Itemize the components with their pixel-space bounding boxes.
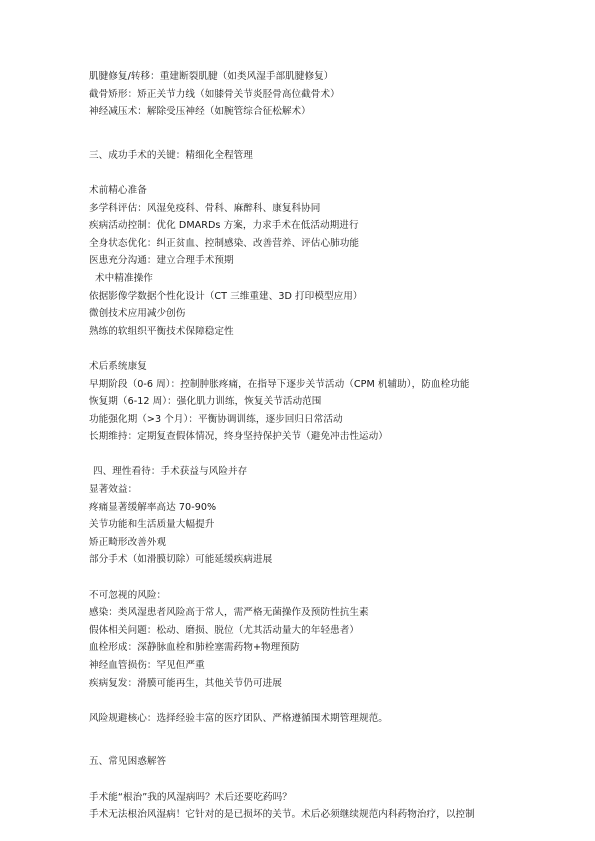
list-item: 长期维持：定期复查假体情况，终身坚持保护关节（避免冲击性运动） xyxy=(89,431,388,443)
list-item: 医患充分沟通：建立合理手术预期 xyxy=(89,255,234,267)
list-item: 神经血管损伤：罕见但严重 xyxy=(89,660,205,671)
list-item: 矫正畸形改善外观 xyxy=(89,536,167,548)
list-item: 关节功能和生活质量大幅提升 xyxy=(89,519,215,531)
list-item: 疼痛显著缓解率高达 70-90% xyxy=(89,501,217,513)
list-item: 功能强化期（>3 个月）：平衡协调训练，逐步回归日常活动 xyxy=(89,413,343,425)
section-3-heading: 三、成功手术的关键：精细化全程管理 xyxy=(89,149,253,161)
list-item: 依据影像学数据个性化设计（CT 三维重建、3D 打印模型应用） xyxy=(89,290,363,302)
list-item: 多学科评估：风湿免疫科、骨科、麻醉科、康复科协同 xyxy=(89,202,321,214)
risk-core-paragraph: 风险规避核心：选择经验丰富的医疗团队、严格遵循围术期管理规范。 xyxy=(89,712,388,724)
list-item: 熟练的软组织平衡技术保障稳定性 xyxy=(89,325,234,337)
intraop-heading: 术中精准操作 xyxy=(95,272,153,284)
risks-heading: 不可忽视的风险： xyxy=(89,589,167,601)
list-item: 感染：类风湿患者风险高于常人，需严格无菌操作及预防性抗生素 xyxy=(89,607,369,619)
list-item: 早期阶段（0-6 周）：控制肿胀疼痛，在指导下逐步关节活动（CPM 机辅助），防血栓功能 xyxy=(89,378,470,390)
list-item: 微创技术应用减少创伤 xyxy=(89,308,186,320)
section-5-heading: 五、常见困惑解答 xyxy=(89,756,167,768)
list-item: 全身状态优化：纠正贫血、控制感染、改善营养、评估心肺功能 xyxy=(89,237,360,249)
document-body xyxy=(89,68,529,824)
faq-question: 手术能“根治”我的风湿病吗？术后还要吃药吗？ xyxy=(89,791,292,803)
postop-heading: 术后系统康复 xyxy=(89,360,147,372)
list-item: 截骨矫形：矫正关节力线（如膝骨关节炎胫骨高位截骨术） xyxy=(89,88,340,100)
list-item: 神经减压术：解除受压神经（如腕管综合征松解术） xyxy=(89,106,311,118)
list-item: 部分手术（如滑膜切除）可能延缓疾病进展 xyxy=(89,554,273,566)
list-item: 恢复期（6-12 周）：强化肌力训练，恢复关节活动范围 xyxy=(89,396,322,408)
preop-heading: 术前精心准备 xyxy=(89,184,147,196)
list-item: 血栓形成：深静脉血栓和肺栓塞需药物+物理预防 xyxy=(89,642,300,654)
list-item: 疾病活动控制：优化 DMARDs 方案，力求手术在低活动期进行 xyxy=(89,220,359,232)
faq-answer: 手术无法根治风湿病！它针对的是已损坏的关节。术后必须继续规范内科药物治疗，以控制 xyxy=(89,809,475,821)
list-item: 假体相关问题：松动、磨损、脱位（尤其活动量大的年轻患者） xyxy=(89,624,360,636)
list-item: 疾病复发：滑膜可能再生，其他关节仍可进展 xyxy=(89,677,282,689)
benefits-heading: 显著效益： xyxy=(89,484,138,496)
list-item: 肌腱修复/转移：重建断裂肌腱（如类风湿手部肌腱修复） xyxy=(89,71,334,82)
section-4-heading: 四、理性看待：手术获益与风险并存 xyxy=(93,466,248,478)
